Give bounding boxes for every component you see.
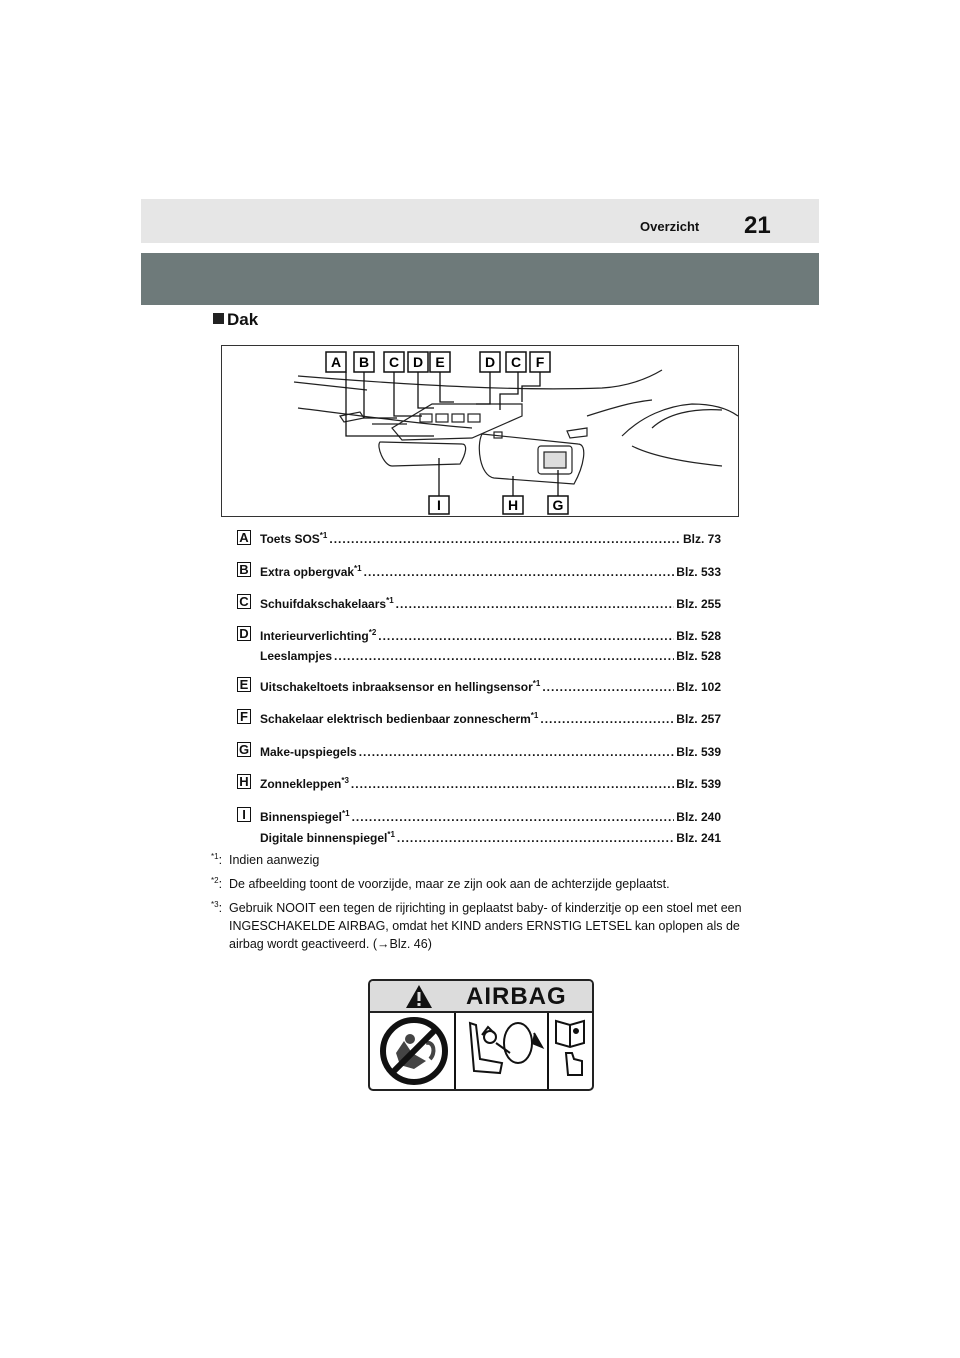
item-label: Extra opbergvak [260, 565, 355, 579]
item-row [260, 777, 721, 791]
item-label: Make-upspiegels [260, 745, 357, 759]
warning-triangle-icon [404, 983, 434, 1011]
airbag-warning-label [368, 979, 594, 1091]
footnote-2: $^{*2}$: De afbeelding toont de voorzijde, maar ze zijn ook aan de achterzijde geplaatst. [211, 876, 670, 892]
item-badge: E [237, 677, 251, 692]
item-footnote-mark: *1 [387, 830, 395, 839]
callout-E [430, 352, 450, 372]
callout-B [354, 352, 374, 372]
item-label: Leeslampjes [260, 649, 333, 663]
roof-drawing [222, 346, 740, 518]
item-footnote-mark: *1 [530, 711, 539, 720]
page-reference: Blz. 241 [676, 831, 721, 845]
airbag-label-header [370, 981, 592, 1013]
item-row [260, 810, 721, 824]
item-footnote-mark: *1 [354, 564, 362, 573]
item-row [260, 680, 721, 694]
footnote-text: Gebruik NOOIT een tegen de rijrichting in geplaatst baby- of kinderzitje op een stoel met een INGESCHAKELDE AIRBAG, omdat het KIND anders ERNSTIG LETSEL kan oplopen als de airbag wordt geactiveerd. (→Blz. 46) [229, 901, 742, 951]
section-title [213, 310, 258, 330]
item-row [260, 629, 721, 643]
item-badge: I [237, 807, 251, 822]
header-title: Overzicht [640, 219, 700, 234]
svg-text:C: C [510, 354, 522, 370]
item-label: Schuifdakschakelaars [260, 597, 387, 611]
callout-A [326, 352, 346, 372]
item-footnote-mark: *1 [342, 809, 350, 818]
item-badge: B [237, 562, 251, 577]
item-row [260, 649, 721, 663]
section-band [141, 253, 819, 305]
item-footnote-mark: *1 [386, 596, 394, 605]
page-reference: Blz. 528 [676, 629, 721, 643]
section-title-text: Dak [227, 310, 259, 329]
item-row [260, 597, 721, 611]
callout-C-2 [506, 352, 526, 372]
svg-text:B: B [358, 354, 370, 370]
item-footnote-mark: *1 [532, 679, 541, 688]
item-label: Toets SOS [260, 532, 320, 546]
page-reference: Blz. 539 [676, 777, 721, 791]
page-reference: Blz. 528 [676, 649, 721, 663]
item-badge: C [237, 594, 251, 609]
item-row [260, 565, 721, 579]
page-reference: Blz. 73 [682, 532, 721, 546]
svg-text:D: D [484, 354, 496, 370]
callout-I [429, 496, 449, 514]
page-reference: Blz. 240 [676, 810, 721, 824]
callout-D [408, 352, 428, 372]
roof-illustration [221, 345, 739, 517]
footnote-mark: *1 [211, 852, 219, 861]
svg-text:I: I [437, 497, 441, 513]
header-bar [141, 199, 819, 243]
svg-text:F: F [535, 354, 545, 370]
item-row [260, 532, 721, 546]
svg-text:H: H [507, 497, 519, 513]
svg-text:D: D [412, 354, 424, 370]
item-row [260, 831, 721, 845]
airbag-word: AIRBAG [466, 983, 567, 1010]
callout-C [384, 352, 404, 372]
page-number: 21 [744, 212, 771, 239]
footnote-1: $^{*1}$: Indien aanwezig [211, 852, 320, 868]
svg-text:E: E [435, 354, 445, 370]
callout-H [503, 496, 523, 514]
page-reference: Blz. 539 [676, 745, 721, 759]
page-reference: Blz. 257 [676, 712, 721, 726]
item-footnote-mark: *3 [341, 776, 349, 785]
item-label: Digitale binnenspiegel [260, 831, 388, 845]
item-badge: F [237, 709, 251, 724]
callout-D-2 [480, 352, 500, 372]
footnote-text: Indien aanwezig [229, 853, 320, 867]
item-row [260, 712, 721, 726]
read-manual-icon [556, 1021, 584, 1075]
item-badge: G [238, 742, 250, 757]
item-badge: D [237, 626, 251, 641]
page-reference: Blz. 255 [676, 597, 721, 611]
no-rear-facing-seat-icon [383, 1020, 445, 1082]
seat-airbag-icon [470, 1023, 542, 1073]
airbag-pictograms [370, 1013, 592, 1091]
svg-text:C: C [388, 354, 400, 370]
item-badge: A [237, 530, 251, 545]
footnote-mark: *3 [211, 900, 219, 909]
item-row [260, 745, 721, 759]
footnote-3: $^{*3}$: Gebruik NOOIT een tegen de rijrichting in geplaatst baby- of kinderzitje op een stoel met een INGESCHAKELDE AIRBAG, omdat het KIND anders ERNSTIG LETSEL kan oplopen als de airbag wordt geactiveerd. (→Blz. 46) [211, 900, 742, 951]
page-reference: Blz. 102 [676, 680, 721, 694]
svg-text:A: A [330, 354, 342, 370]
item-footnote-mark: *1 [319, 531, 328, 540]
svg-text:G: G [552, 497, 564, 513]
item-footnote-mark: *2 [368, 628, 377, 637]
footnote-mark: *2 [211, 876, 219, 885]
item-label: Zonnekleppen [260, 777, 342, 791]
item-label: Binnenspiegel [260, 810, 343, 824]
footnote-text: De afbeelding toont de voorzijde, maar ze zijn ook aan de achterzijde geplaatst. [229, 877, 670, 891]
callout-boxes-top [326, 352, 550, 372]
square-bullet-icon [213, 313, 224, 324]
callout-G [548, 496, 568, 514]
item-badge: H [237, 774, 251, 789]
item-label: Uitschakeltoets inbraaksensor en hellingsensor [260, 680, 533, 694]
item-label: Interieurverlichting [260, 629, 369, 643]
item-label: Schakelaar elektrisch bedienbaar zonnescherm [260, 712, 531, 726]
page-reference: Blz. 533 [676, 565, 721, 579]
footnotes [211, 851, 751, 959]
callout-boxes-bottom [429, 496, 568, 514]
callout-F [530, 352, 550, 372]
